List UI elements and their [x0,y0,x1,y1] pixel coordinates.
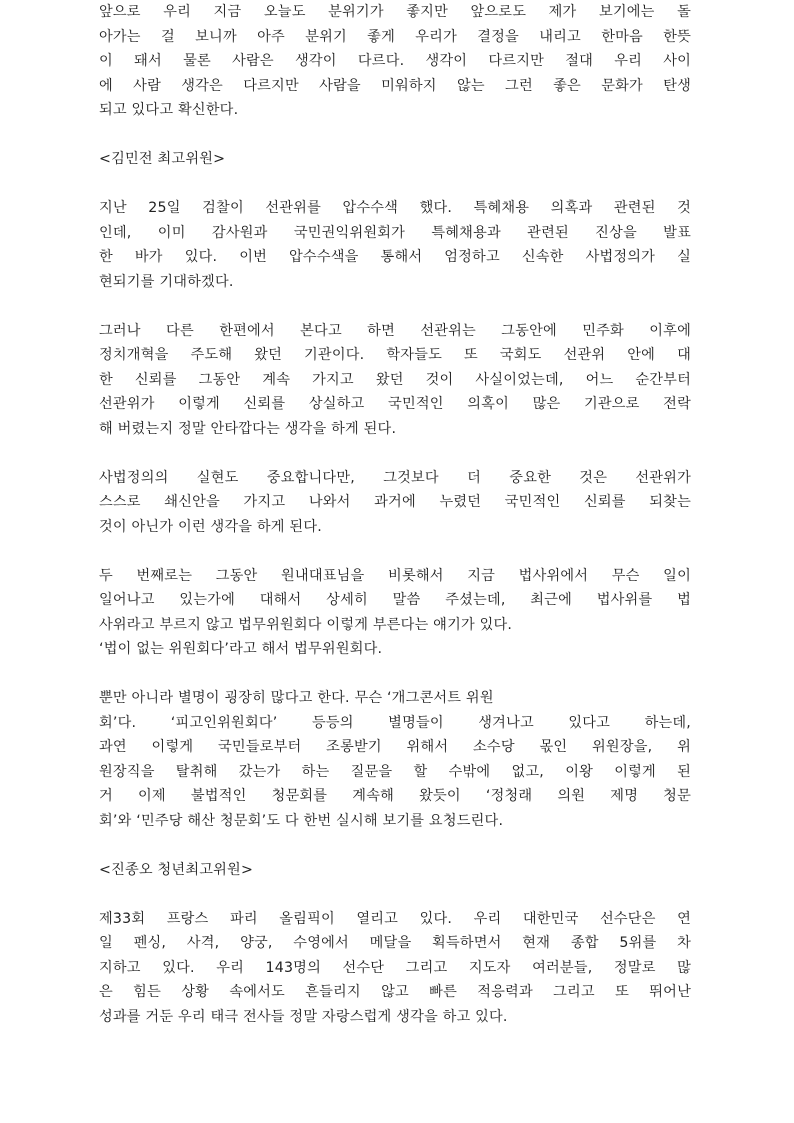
paragraph [99,907,691,1030]
text-line: 제33회 프랑스 파리 올림픽이 열리고 있다. 우리 대한민국 선수단은 연 [99,910,691,927]
text-line: 지하고 있다. 우리 143명의 선수단 그리고 지도자 여러분들, 정말로 많 [99,959,691,976]
text-line: 선관위가 이렇게 신뢰를 상실하고 국민적인 의혹이 많은 기관으로 전락 [99,396,691,412]
text-line: 해 버렸는지 정말 안타깝다는 생각을 하게 된다. [99,420,397,437]
speaker-heading: <김민전 최고위원> [99,151,226,167]
document-page [99,0,691,1054]
text-line: 현되기를 기대하겠다. [99,273,234,290]
text-line: 일 펜싱, 사격, 양궁, 수영에서 메달을 획득하면서 현재 종합 5위를 차 [99,935,691,951]
text-line: 정치개혁을 주도해 왔던 기관이다. 학자들도 또 국회도 선관위 안에 대 [99,347,691,363]
text-line: 뿐만 아니라 별명이 굉장히 많다고 한다. 무슨 ‘개그콘서트 위원 [99,690,494,706]
paragraph [99,466,691,540]
text-line: 스스로 쇄신안을 가지고 나와서 과거에 누렸던 국민적인 신뢰를 되찾는 [99,494,691,510]
text-line: 사위라고 부르지 않고 법무위원회다 이렇게 부른다는 얘기가 있다. [99,616,513,633]
text-line: 것이 아닌가 이런 생각을 하게 된다. [99,518,322,535]
text-line: 거 이제 불법적인 청문회를 계속해 왔듯이 ‘정청래 의원 제명 청문 [99,788,691,804]
text-line: 성과를 거둔 우리 태극 전사들 정말 자랑스럽게 생각을 하고 있다. [99,1008,508,1025]
paragraph [99,564,691,662]
text-line: 회’다. ‘피고인위원회다’ 등등의 별명들이 생겨나고 있다고 하는데, [99,714,691,731]
paragraph [99,686,691,833]
text-line: ‘법이 없는 위원회다’라고 해서 법무위원회다. [99,641,383,657]
speaker-heading: <진종오 청년최고위원> [99,861,254,878]
text-line: 앞으로 우리 지금 오늘도 분위기가 좋지만 앞으로도 제가 보기에는 돌 [99,4,691,20]
text-line: 인데, 이미 감사원과 국민권익위원회가 특혜채용과 관련된 진상을 발표 [99,224,691,241]
text-line: 그러나 다른 한편에서 본다고 하면 선관위는 그동안에 민주화 이후에 [99,322,691,339]
text-line: 에 사람 생각은 다르지만 사람을 미워하지 않는 그런 좋은 문화가 탄생 [99,77,691,94]
text-line: 일어나고 있는가에 대해서 상세히 말씀 주셨는데, 최근에 법사위를 법 [99,592,691,608]
paragraph [99,196,691,294]
text-line: 되고 있다고 확신한다. [99,102,239,118]
text-line: 회’와 ‘민주당 해산 청문회’도 다 한번 실시해 보기를 요청드린다. [99,812,504,829]
text-line: 원장직을 탈취해 갔는가 하는 질문을 할 수밖에 없고, 이왕 이렇게 된 [99,763,691,780]
text-line: 두 번째로는 그동안 원내대표님을 비롯해서 지금 법사위에서 무슨 일이 [99,567,691,584]
text-line: 한 신뢰를 그동안 계속 가지고 왔던 것이 사실이었는데, 어느 순간부터 [99,371,691,388]
text-line: 지난 25일 검찰이 선관위를 압수수색 했다. 특혜채용 의혹과 관련된 것 [99,200,691,216]
text-line: 은 힘든 상황 속에서도 흔들리지 않고 빠른 적응력과 그리고 또 뛰어난 [99,984,691,1000]
text-line: 과연 이렇게 국민들로부터 조롱받기 위해서 소수당 몫인 위원장을, 위 [99,739,691,755]
text-line: 아가는 걸 보니까 아주 분위기 좋게 우리가 결정을 내리고 한마음 한뜻 [99,28,691,45]
text-line: 사법정의의 실현도 중요합니다만, 그것보다 더 중요한 것은 선관위가 [99,469,691,486]
paragraph [99,319,691,442]
text-line: 이 돼서 물론 사람은 생각이 다르다. 생각이 다르지만 절대 우리 사이 [99,53,691,69]
text-line: 한 바가 있다. 이번 압수수색을 통해서 엄정하고 신속한 사법정의가 실 [99,249,691,265]
paragraph [99,0,691,123]
